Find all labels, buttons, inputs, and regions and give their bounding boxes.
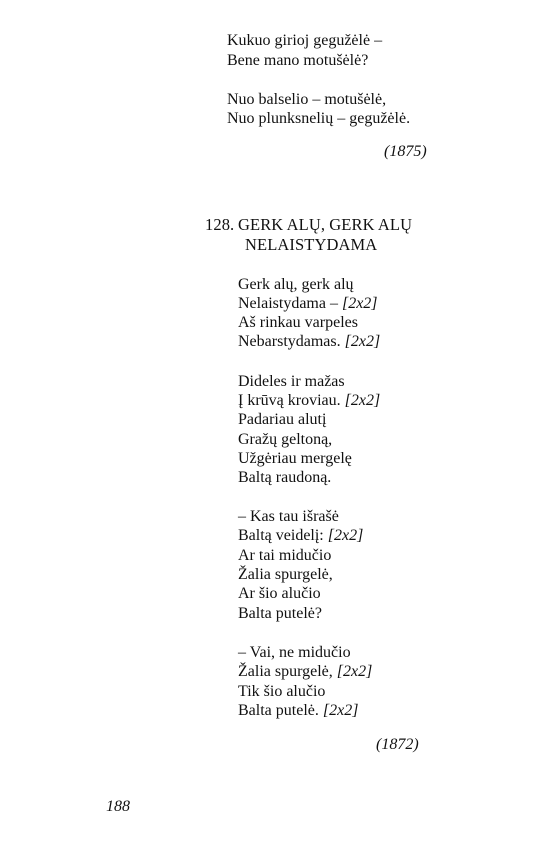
poem-year: (1875)	[384, 143, 427, 160]
verse-line: Bene mano motušėlė?	[227, 52, 369, 69]
repeat-mark: [2x2]	[327, 527, 364, 544]
verse-line: Kukuo girioj gegužėlė –	[227, 32, 383, 49]
verse-line: Nebarstydamas. [2x2]	[238, 333, 381, 350]
page-number: 188	[106, 798, 130, 815]
repeat-mark: [2x2]	[341, 295, 378, 312]
poem-year: (1872)	[376, 736, 419, 753]
verse-line: Gerk alų, gerk alų	[238, 276, 354, 293]
verse-line: – Vai, ne midučio	[238, 644, 351, 661]
verse-line: Dideles ir mažas	[238, 373, 345, 390]
verse-line: Balta putelė. [2x2]	[238, 702, 359, 719]
poem-title-line-1: GERK ALŲ, GERK ALŲ	[238, 215, 413, 234]
verse-line: Į krūvą kroviau. [2x2]	[238, 392, 381, 409]
verse-line: Žalia spurgelė,	[238, 566, 333, 583]
verse-line: Užgėriau mergelę	[238, 450, 352, 467]
verse-line: Ar šio alučio	[238, 585, 321, 602]
verse-line: Padariau alutį	[238, 411, 327, 428]
repeat-mark: [2x2]	[322, 702, 359, 719]
poem-number: 128.	[205, 215, 235, 234]
poem-title-line-2: NELAISTYDAMA	[245, 235, 378, 254]
verse-line: Tik šio alučio	[238, 683, 326, 700]
verse-line: Aš rinkau varpeles	[238, 314, 358, 331]
repeat-mark: [2x2]	[344, 333, 381, 350]
verse-line: Gražų geltoną,	[238, 431, 333, 448]
verse-line: Nuo balselio – motušėlė,	[227, 91, 387, 108]
repeat-mark: [2x2]	[344, 392, 381, 409]
verse-line: – Kas tau išrašė	[238, 508, 339, 525]
verse-line: Žalia spurgelė, [2x2]	[238, 663, 373, 680]
verse-line: Baltą raudoną.	[238, 469, 332, 486]
verse-line: Nuo plunksnelių – gegužėlė.	[227, 110, 411, 127]
verse-line: Nelaistydama – [2x2]	[238, 295, 378, 312]
verse-line: Ar tai midučio	[238, 547, 332, 564]
repeat-mark: [2x2]	[336, 663, 373, 680]
verse-line: Baltą veidelį: [2x2]	[238, 527, 364, 544]
verse-line: Balta putelė?	[238, 605, 322, 622]
